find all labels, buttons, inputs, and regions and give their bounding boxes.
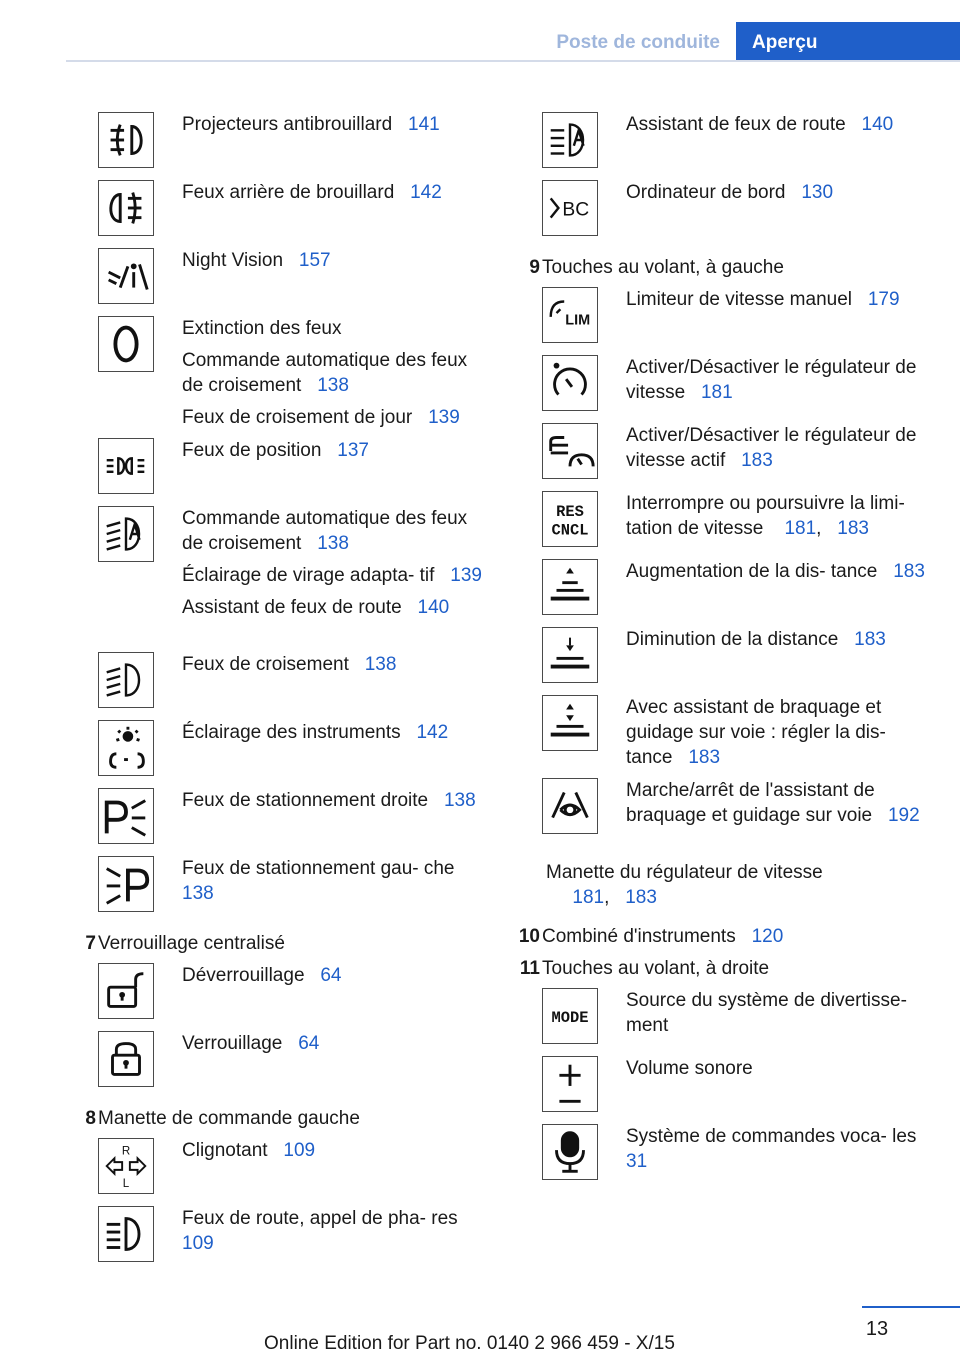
item-text: Assistant de feux de route 140	[626, 114, 894, 135]
res-cncl-icon	[542, 491, 598, 547]
item-text: Feux de stationnement droite 138	[182, 790, 476, 811]
item-text: Feux de position 137	[182, 440, 369, 461]
page-ref-link[interactable]: 183	[625, 887, 657, 908]
unlock-icon	[98, 963, 154, 1019]
svg-text:RES: RES	[556, 503, 584, 522]
page-ref-link[interactable]: 183	[854, 629, 886, 650]
item-text: Feux de stationnement gau- che 138	[182, 858, 455, 904]
page-ref-link[interactable]: 138	[364, 654, 397, 675]
svg-text:BC: BC	[562, 199, 590, 221]
section-heading: 11 Touches au volant, à droite	[519, 958, 770, 979]
page-ref-link[interactable]: 157	[298, 250, 331, 271]
page-ref-link[interactable]: 109	[182, 1233, 214, 1254]
speed-limiter-icon	[542, 287, 598, 343]
item-text: Augmentation de la dis- tance 183	[626, 561, 925, 582]
distance-decrease-icon	[542, 627, 598, 683]
svg-text:MODE: MODE	[551, 1008, 589, 1027]
distance-increase-icon	[542, 559, 598, 615]
page-ref-link[interactable]: 138	[443, 790, 476, 811]
page-ref-link[interactable]: 138	[317, 375, 349, 396]
svg-text:L: L	[122, 1178, 130, 1191]
item-text: Clignotant 109	[182, 1140, 316, 1161]
item-text: Commande automatique des feux de croisement 138 Éclairage de virage adapta- tif 139 Assistant de feux de route 140	[182, 508, 482, 618]
svg-text:CNCL: CNCL	[551, 521, 589, 540]
page-ref-link[interactable]: 138	[317, 533, 349, 554]
page-ref-link[interactable]: 138	[182, 883, 214, 904]
lights-off-icon	[98, 316, 154, 372]
cruise-control-icon	[542, 355, 598, 411]
page-ref-link[interactable]: 64	[298, 1033, 320, 1054]
page-ref-link[interactable]: 142	[416, 722, 449, 743]
page-ref-link[interactable]: 142	[410, 182, 442, 203]
night-vision-icon	[98, 248, 154, 304]
item-text: Avec assistant de braquage et guidage sur voie : régler la dis- tance 183	[626, 697, 886, 768]
item-text: Source du système de divertisse- ment	[626, 990, 907, 1036]
fog-lights-front-icon	[98, 112, 154, 168]
onboard-computer-icon	[542, 180, 598, 236]
item-text: Night Vision 157	[182, 250, 331, 271]
page-ref-link[interactable]: 181	[572, 887, 605, 908]
volume-icon	[542, 1056, 598, 1112]
turn-signal-icon	[98, 1138, 154, 1194]
page-ref-link[interactable]: 120	[751, 926, 784, 947]
parking-lights-icon	[98, 438, 154, 494]
section-heading: 8 Manette de commande gauche	[85, 1108, 360, 1129]
item-text: Feux de croisement 138	[182, 654, 397, 675]
section-heading: 9 Touches au volant, à gauche	[529, 257, 784, 278]
parking-light-right-icon	[98, 788, 154, 844]
page-ref-link[interactable]: 183	[837, 518, 869, 539]
page-ref-link[interactable]: 181	[700, 382, 733, 403]
page-ref-link[interactable]: 130	[801, 182, 834, 203]
item-text: Interrompre ou poursuivre la limi- tation de vitesse 181, 183	[626, 493, 905, 539]
cruise-lever-text: Manette du régulateur de vitesse 181, 183	[546, 862, 823, 908]
page-ref-link[interactable]: 181	[784, 518, 817, 539]
page-ref-link[interactable]: 31	[626, 1151, 648, 1172]
footer-edition: Online Edition for Part no. 0140 2 966 459 - X/15	[264, 1333, 675, 1354]
high-beam-assistant-icon	[542, 112, 598, 168]
header-rule	[66, 60, 960, 62]
page-ref-link[interactable]: 139	[428, 407, 460, 428]
page-ref-link[interactable]: 141	[408, 114, 440, 135]
svg-text:LIM: LIM	[565, 312, 591, 329]
lock-icon	[98, 1031, 154, 1087]
item-text: Déverrouillage 64	[182, 965, 342, 986]
page-ref-link[interactable]: 183	[741, 450, 773, 471]
section-heading: 7 Verrouillage centralisé	[85, 933, 285, 954]
voice-control-icon	[542, 1124, 598, 1180]
mode-icon	[542, 988, 598, 1044]
page-ref-link[interactable]: 140	[861, 114, 894, 135]
high-beam-icon	[98, 1206, 154, 1262]
header-active-tab[interactable]: Aperçu	[736, 22, 960, 62]
page-ref-link[interactable]: 139	[450, 565, 482, 586]
instrument-lighting-icon	[98, 720, 154, 776]
item-text: Activer/Désactiver le régulateur de vitesse actif 183	[626, 425, 917, 471]
item-text: Diminution de la distance 183	[626, 629, 886, 650]
page-ref-link[interactable]: 183	[893, 561, 925, 582]
item-text: Verrouillage 64	[182, 1033, 320, 1054]
page-number: 13	[865, 1318, 889, 1340]
page-ref-link[interactable]: 140	[417, 597, 450, 618]
section-heading: 10 Combiné d'instruments 120	[518, 926, 784, 947]
item-text: Système de commandes voca- les 31	[626, 1126, 917, 1172]
item-text: Volume sonore	[626, 1058, 753, 1079]
steering-assist-toggle-icon	[542, 778, 598, 834]
page-ref-link[interactable]: 179	[867, 289, 900, 310]
header-section-link[interactable]: Poste de conduite	[556, 32, 720, 53]
item-text: Éclairage des instruments 142	[182, 722, 449, 743]
active-cruise-control-icon	[542, 423, 598, 479]
page-ref-link[interactable]: 137	[337, 440, 369, 461]
item-text: Activer/Désactiver le régulateur de vitesse 181	[626, 357, 917, 403]
page-ref-link[interactable]: 183	[688, 747, 721, 768]
parking-light-left-icon	[98, 856, 154, 912]
auto-headlights-icon	[98, 506, 154, 562]
item-text: Limiteur de vitesse manuel 179	[626, 289, 900, 310]
low-beam-icon	[98, 652, 154, 708]
svg-text:R: R	[121, 1145, 131, 1158]
item-text: Extinction des feux Commande automatique des feux de croisement 138 Feux de croisement de jour 139	[182, 318, 468, 428]
page-ref-link[interactable]: 64	[320, 965, 342, 986]
steering-assist-distance-icon	[542, 695, 598, 751]
item-text: Feux de route, appel de pha- res 109	[182, 1208, 458, 1254]
page-ref-link[interactable]: 192	[887, 805, 920, 826]
footer-rule	[862, 1306, 960, 1308]
item-text: Feux arrière de brouillard 142	[182, 182, 442, 203]
item-text: Marche/arrêt de l'assistant de braquage et guidage sur voie 192	[626, 780, 920, 826]
item-text: Ordinateur de bord 130	[626, 182, 834, 203]
page-ref-link[interactable]: 109	[283, 1140, 316, 1161]
fog-lights-rear-icon	[98, 180, 154, 236]
item-text: Projecteurs antibrouillard 141	[182, 114, 440, 135]
